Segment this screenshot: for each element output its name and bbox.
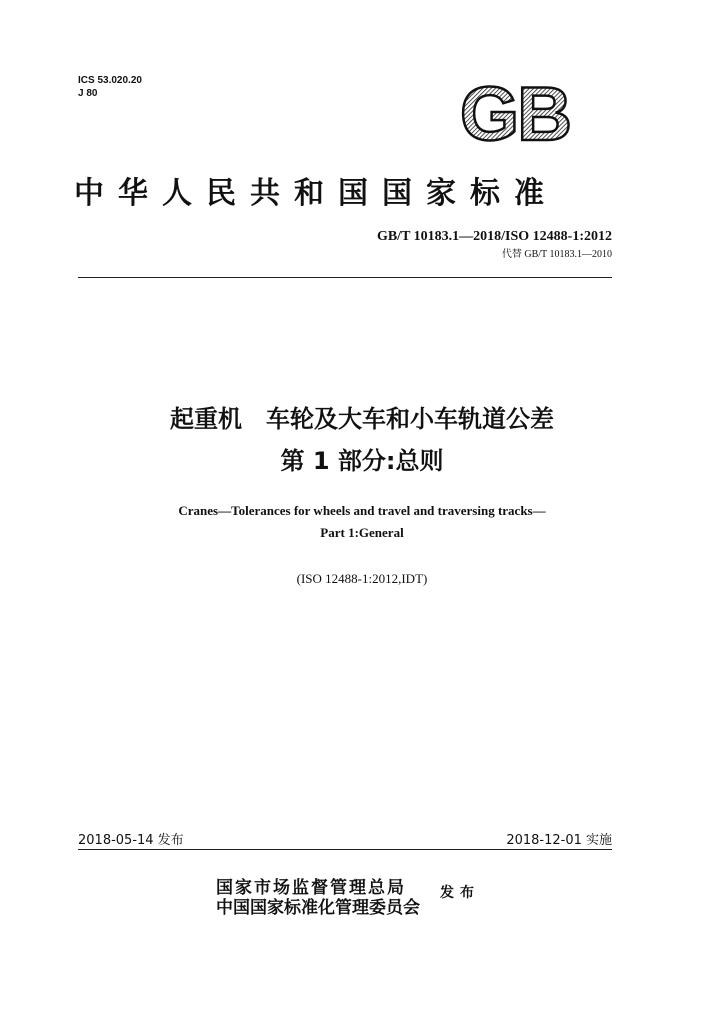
publisher-2: 中国国家标准化管理委员会 [216, 898, 420, 918]
bottom-divider [78, 849, 612, 850]
classification-codes [78, 74, 142, 100]
implementation-date: 2018-12-01 实施 [506, 833, 612, 848]
gb-logo-text: GB [460, 80, 570, 146]
title-cn-line1: 起重机 车轮及大车和小车轨道公差 [170, 405, 554, 433]
publisher-1: 国家市场监督管理总局 [216, 878, 406, 898]
top-divider [78, 277, 612, 278]
ics-code: ICS 53.020.20 [78, 75, 142, 86]
title-en-line1: Cranes—Tolerances for wheels and travel and traversing tracks— [178, 503, 546, 518]
publish-action: 发布 [440, 885, 480, 901]
national-standard-heading: 中华人民共和国国家标准 [74, 176, 558, 211]
standard-number: GB/T 10183.1—2018/ISO 12488-1:2012 [376, 229, 612, 244]
ccs-code: J 80 [78, 88, 98, 99]
title-cn-line2: 第 1 部分:总则 [280, 447, 444, 475]
title-en-line2: Part 1:General [320, 525, 404, 540]
replaces-note: 代替 GB/T 10183.1—2010 [501, 249, 612, 260]
iso-reference: (ISO 12488-1:2012,IDT) [296, 571, 428, 586]
gb-logo [448, 80, 582, 146]
issue-date: 2018-05-14 发布 [78, 833, 184, 848]
